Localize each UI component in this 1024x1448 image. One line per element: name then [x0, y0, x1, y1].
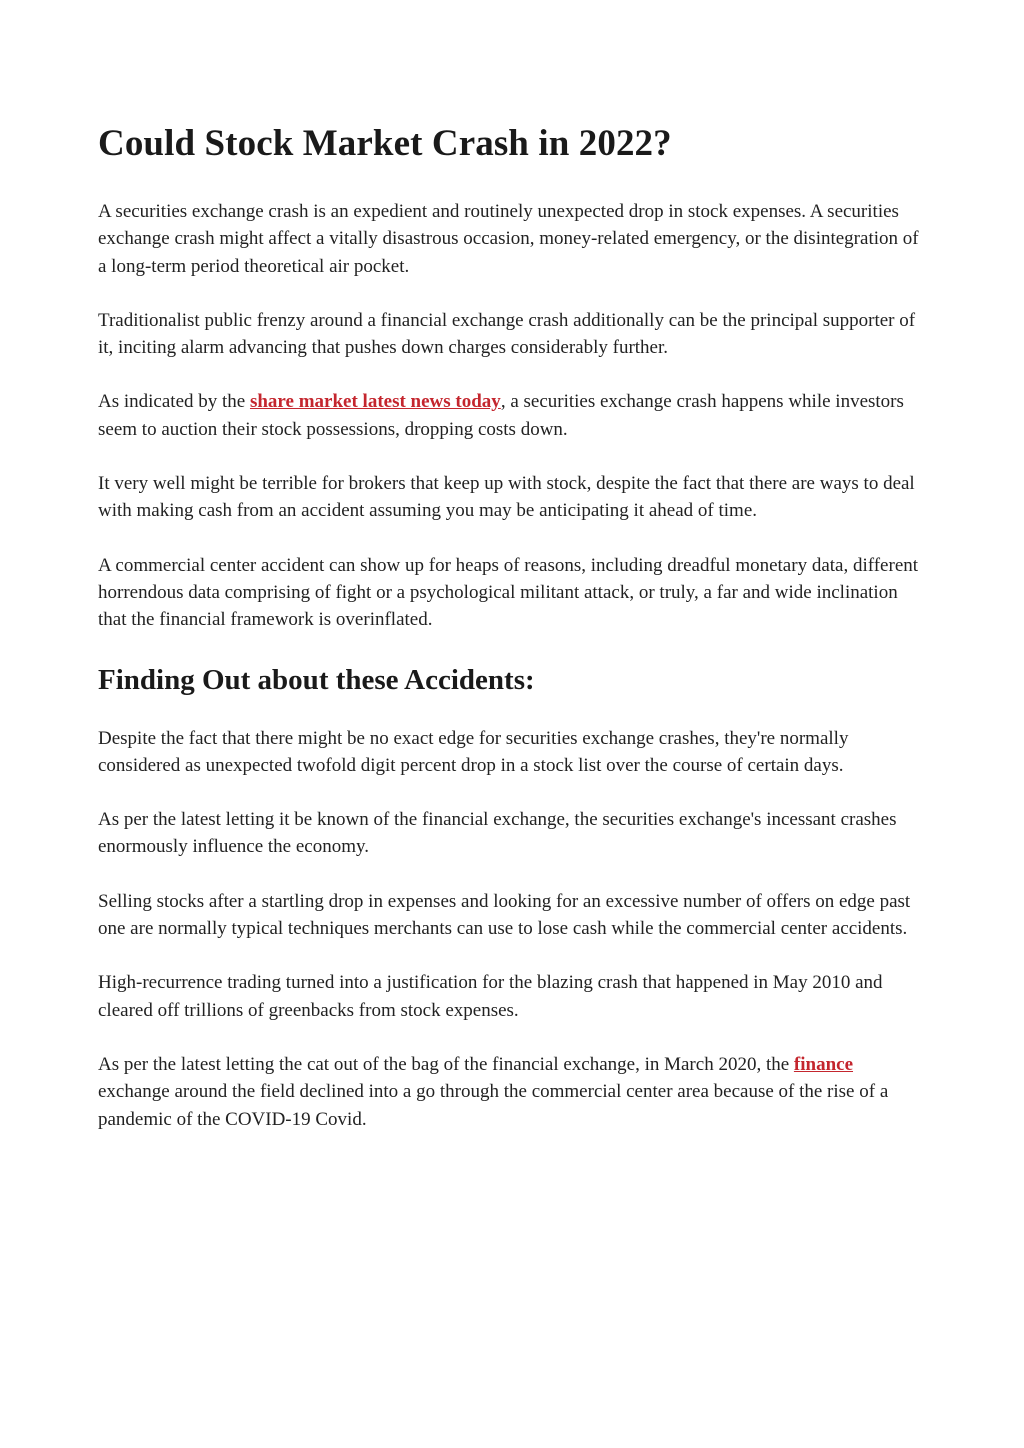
paragraph-reasons: A commercial center accident can show up for heaps of reasons, including dreadful monetary data, different horrendous data comprising of fight or a psychological militant attack, or truly, a far and wide inclination that the financial framework is overinflated.	[98, 554, 919, 631]
share-market-news-link[interactable]: share market latest news today	[249, 391, 501, 413]
paragraph-frenzy: Traditionalist public frenzy around a financial exchange crash additionally can be the principal supporter of it, inciting alarm advancing that pushes down charges considerably further.	[98, 309, 916, 359]
article-title: Could Stock Market Crash in 2022?	[98, 123, 672, 164]
paragraph-intro: A securities exchange crash is an expedient and routinely unexpected drop in stock expenses. A securities exchange crash might affect a vitally disastrous occasion, money-related emergency, or the disintegration of a long-term period theoretical air pocket.	[98, 201, 919, 277]
paragraph-brokers: It very well might be terrible for brokers that keep up with stock, despite the fact that there are ways to deal with making cash from an accident assuming you may be anticipating it ahead of time.	[98, 473, 915, 522]
article	[98, 120, 928, 1160]
paragraph-covid	[98, 1051, 928, 1133]
paragraph-text: As indicated by the	[98, 391, 250, 413]
section-heading: Finding Out about these Accidents:	[98, 663, 535, 696]
paragraph-text: , a securities exchange crash happens while investors seem to auction their stock possessions, dropping costs down.	[98, 391, 904, 440]
paragraph-text: As per the latest letting the cat out of the bag of the financial exchange, in March 2020, the	[98, 1053, 794, 1075]
paragraph-hft: High-recurrence trading turned into a justification for the blazing crash that happened in May 2010 and cleared off trillions of greenbacks from stock expenses.	[98, 972, 883, 1021]
paragraph-selling: Selling stocks after a startling drop in expenses and looking for an excessive number of offers on edge past one are normally typical techniques merchants can use to lose cash while the commercial center accidents.	[98, 890, 911, 940]
paragraph-news-reference	[98, 388, 928, 443]
paragraph-definition: Despite the fact that there might be no exact edge for securities exchange crashes, they're normally considered as unexpected twofold digit percent drop in a stock list over the course of certain days.	[98, 727, 849, 776]
paragraph-text: exchange around the field declined into a go through the commercial center area because of the rise of a pandemic of the COVID-19 Covid.	[98, 1081, 889, 1130]
paragraph-economy: As per the latest letting it be known of the financial exchange, the securities exchange's incessant crashes enormously influence the economy.	[98, 809, 897, 858]
finance-link[interactable]: finance	[793, 1053, 854, 1075]
